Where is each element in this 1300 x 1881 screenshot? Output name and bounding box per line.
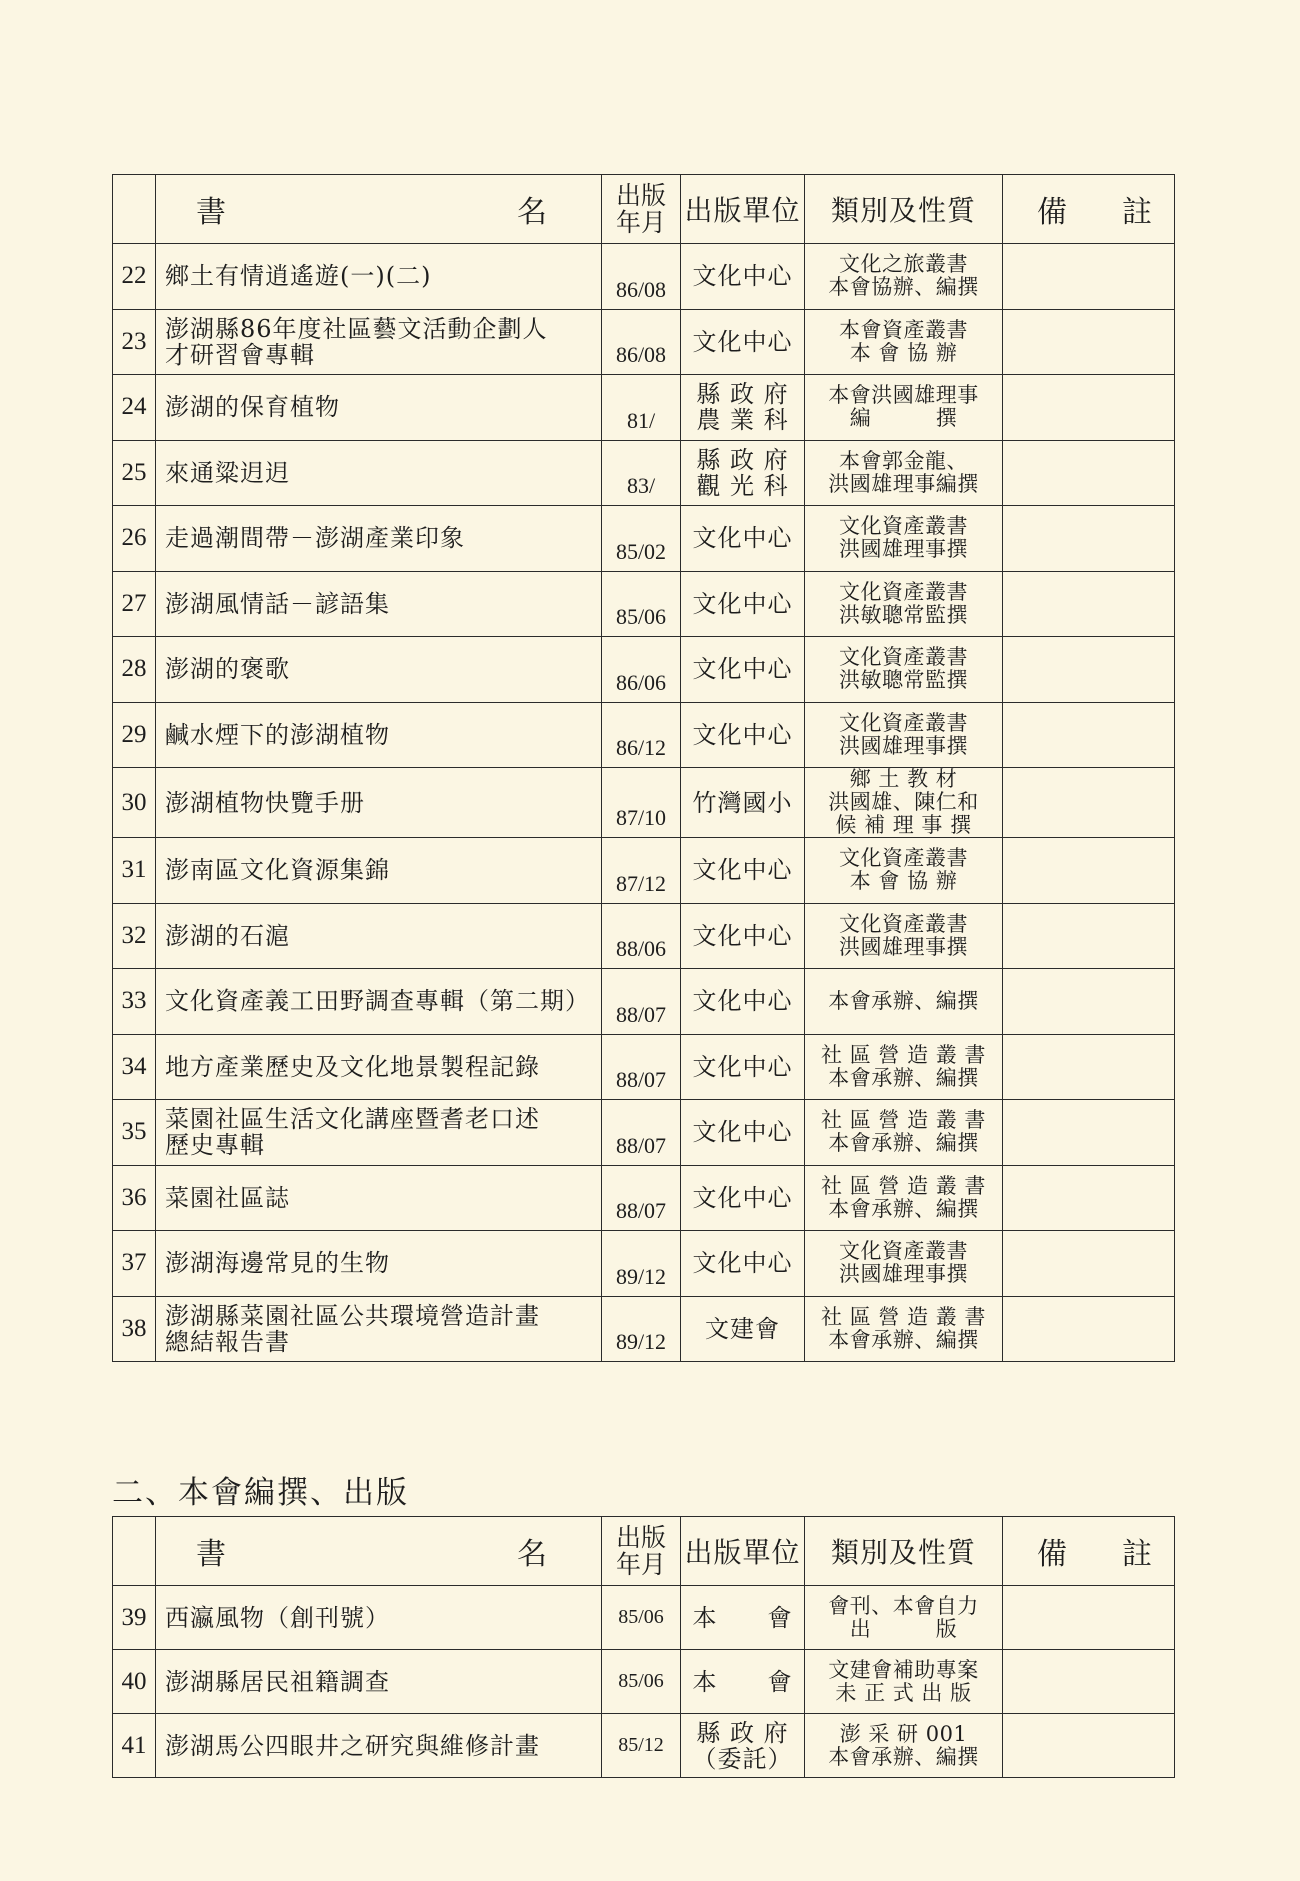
entry-remarks xyxy=(1003,637,1175,703)
entry-publisher-line: 文化中心 xyxy=(692,720,793,749)
entry-publisher-line: 文建會 xyxy=(705,1314,780,1343)
entry-title xyxy=(156,903,602,969)
entry-date: 85/12 xyxy=(602,1714,681,1778)
header-date xyxy=(602,1517,681,1586)
entry-title xyxy=(156,375,602,441)
entry-remarks xyxy=(1003,768,1175,838)
entry-publisher xyxy=(681,702,805,768)
table-row xyxy=(113,506,1175,572)
entry-category-line: 候 補 理 事 撰 xyxy=(835,813,972,837)
entry-date: 85/06 xyxy=(602,1650,681,1714)
entry-remarks xyxy=(1003,244,1175,310)
entry-category-line: 文化資產叢書 xyxy=(839,1239,968,1264)
entry-publisher xyxy=(681,1034,805,1100)
entry-category xyxy=(805,838,1003,904)
entry-publisher-line: 縣 政 府 xyxy=(696,380,789,409)
entry-publisher xyxy=(681,244,805,310)
entry-category xyxy=(805,903,1003,969)
entry-publisher-line: 文化中心 xyxy=(692,1052,793,1081)
entry-title xyxy=(156,309,602,375)
table-row xyxy=(113,969,1175,1035)
entry-category-line: 本 會 協 辦 xyxy=(849,869,958,894)
entry-remarks xyxy=(1003,571,1175,637)
entry-publisher xyxy=(681,1650,805,1714)
entry-category-line: 本會協辦、編撰 xyxy=(828,275,979,300)
entry-category xyxy=(805,1034,1003,1100)
entry-remarks xyxy=(1003,1714,1175,1778)
entry-number: 23 xyxy=(113,309,156,375)
entry-number: 25 xyxy=(113,440,156,506)
table-row xyxy=(113,1714,1175,1778)
entry-number: 37 xyxy=(113,1231,156,1297)
entry-category xyxy=(805,1165,1003,1231)
entry-category-line: 本會承辦、編撰 xyxy=(828,1744,979,1769)
entry-category-line: 洪國雄理事撰 xyxy=(839,733,968,758)
table-row xyxy=(113,637,1175,703)
entry-category-line: 社 區 營 造 叢 書 xyxy=(821,1304,986,1329)
entry-date: 89/12 xyxy=(602,1231,681,1297)
entry-title-line: 菜園社區誌 xyxy=(165,1183,290,1212)
header-title xyxy=(156,1517,602,1586)
entry-title-line: 澎南區文化資源集錦 xyxy=(165,856,390,885)
entry-number: 28 xyxy=(113,637,156,703)
table-2-body xyxy=(113,1586,1175,1778)
entry-remarks xyxy=(1003,1296,1175,1362)
entry-remarks xyxy=(1003,440,1175,506)
entry-publisher xyxy=(681,969,805,1035)
header-date-line-2: 年月 xyxy=(615,208,666,237)
entry-category-line: 洪國雄、陳仁和 xyxy=(828,790,979,814)
entry-title xyxy=(156,637,602,703)
header-publisher: 出版單位 xyxy=(681,175,805,244)
entry-category-line: 洪國雄理事編撰 xyxy=(828,471,979,496)
entry-title xyxy=(156,571,602,637)
entry-date: 86/08 xyxy=(602,309,681,375)
entry-title xyxy=(156,440,602,506)
entry-remarks xyxy=(1003,1231,1175,1297)
publication-table-1 xyxy=(112,174,1175,1362)
entry-category-line: 本會承辦、編撰 xyxy=(828,1065,979,1090)
entry-number: 39 xyxy=(113,1586,156,1650)
entry-date: 86/08 xyxy=(602,244,681,310)
header-date-line-2: 年月 xyxy=(615,1550,666,1579)
entry-publisher-line: 文化中心 xyxy=(692,921,793,950)
header-category: 類別及性質 xyxy=(805,175,1003,244)
entry-category xyxy=(805,571,1003,637)
entry-title-line: 澎湖的保育植物 xyxy=(165,393,340,422)
entry-number: 29 xyxy=(113,702,156,768)
entry-category xyxy=(805,440,1003,506)
entry-publisher-line: （委託） xyxy=(692,1744,793,1773)
table-row xyxy=(113,244,1175,310)
header-category: 類別及性質 xyxy=(805,1517,1003,1586)
entry-remarks xyxy=(1003,1034,1175,1100)
table-row xyxy=(113,838,1175,904)
entry-title xyxy=(156,1586,602,1650)
entry-category-line: 文化資產叢書 xyxy=(839,911,968,936)
entry-title-line: 澎湖植物快覽手册 xyxy=(165,788,365,817)
entry-title xyxy=(156,969,602,1035)
entry-title-line: 鹹水煙下的澎湖植物 xyxy=(165,720,390,749)
entry-number: 41 xyxy=(113,1714,156,1778)
entry-publisher xyxy=(681,1100,805,1166)
entry-publisher-line: 文化中心 xyxy=(692,327,793,356)
entry-title xyxy=(156,1034,602,1100)
entry-category-line: 文建會補助專案 xyxy=(828,1657,979,1682)
entry-category-line: 文化之旅叢書 xyxy=(839,252,968,277)
header-title-char-2: 名 xyxy=(517,195,547,230)
entry-title xyxy=(156,1231,602,1297)
entry-category xyxy=(805,702,1003,768)
entry-date: 88/07 xyxy=(602,1100,681,1166)
entry-date: 86/06 xyxy=(602,637,681,703)
entry-remarks xyxy=(1003,1650,1175,1714)
entry-number: 26 xyxy=(113,506,156,572)
entry-date: 86/12 xyxy=(602,702,681,768)
entry-title xyxy=(156,1165,602,1231)
entry-publisher xyxy=(681,1586,805,1650)
table-header-row xyxy=(113,175,1175,244)
entry-remarks xyxy=(1003,838,1175,904)
entry-publisher xyxy=(681,1165,805,1231)
entry-publisher xyxy=(681,1714,805,1778)
header-number xyxy=(113,175,156,244)
entry-remarks xyxy=(1003,1165,1175,1231)
table-row xyxy=(113,1165,1175,1231)
entry-category-line: 本會承辦、編撰 xyxy=(828,988,979,1013)
entry-publisher xyxy=(681,1231,805,1297)
entry-publisher xyxy=(681,309,805,375)
entry-title-line: 澎湖的石滬 xyxy=(165,921,290,950)
header-title-char-1: 書 xyxy=(196,1537,226,1572)
entry-category-line: 文化資產叢書 xyxy=(839,846,968,871)
entry-date: 85/02 xyxy=(602,506,681,572)
header-title-char-1: 書 xyxy=(196,195,226,230)
entry-title-line: 來通粱迌迌 xyxy=(165,458,290,487)
entry-title-line: 澎湖馬公四眼井之研究與維修計畫 xyxy=(165,1731,540,1760)
table-row xyxy=(113,440,1175,506)
entry-date: 89/12 xyxy=(602,1296,681,1362)
entry-date: 83/ xyxy=(602,440,681,506)
entry-category-line: 洪國雄理事撰 xyxy=(839,1262,968,1287)
entry-publisher-line: 文化中心 xyxy=(692,589,793,618)
header-remarks-char-1: 備 xyxy=(1037,195,1067,230)
entry-publisher xyxy=(681,440,805,506)
entry-title-line: 地方產業歷史及文化地景製程記錄 xyxy=(165,1052,540,1081)
header-title xyxy=(156,175,602,244)
entry-category xyxy=(805,1650,1003,1714)
entry-category-line: 會刊、本會自力 xyxy=(828,1593,979,1618)
entry-number: 30 xyxy=(113,768,156,838)
entry-title-line: 菜園社區生活文化講座暨耆老口述 xyxy=(165,1105,540,1134)
header-publisher: 出版單位 xyxy=(681,1517,805,1586)
entry-publisher-line: 文化中心 xyxy=(692,262,793,291)
entry-category xyxy=(805,969,1003,1035)
entry-title-line: 西瀛風物（創刊號） xyxy=(165,1603,390,1632)
table-row xyxy=(113,903,1175,969)
entry-publisher-line: 竹灣國小 xyxy=(692,788,793,817)
entry-title-line: 文化資產義工田野調查專輯（第二期） xyxy=(165,987,590,1016)
entry-publisher-line: 文化中心 xyxy=(692,524,793,553)
entry-category xyxy=(805,1714,1003,1778)
entry-publisher xyxy=(681,1296,805,1362)
entry-category-line: 本會洪國雄理事 xyxy=(828,383,979,408)
entry-title-line: 走過潮間帶－澎湖產業印象 xyxy=(165,524,465,553)
entry-publisher xyxy=(681,375,805,441)
entry-number: 22 xyxy=(113,244,156,310)
entry-date: 87/12 xyxy=(602,838,681,904)
entry-category-line: 本會郭金龍、 xyxy=(839,448,968,473)
entry-date: 81/ xyxy=(602,375,681,441)
entry-category xyxy=(805,1296,1003,1362)
entry-publisher-line: 文化中心 xyxy=(692,1249,793,1278)
entry-title-line: 澎湖的褒歌 xyxy=(165,655,290,684)
entry-number: 31 xyxy=(113,838,156,904)
entry-title-line: 澎湖海邊常見的生物 xyxy=(165,1249,390,1278)
entry-title xyxy=(156,1100,602,1166)
entry-category-line: 洪國雄理事撰 xyxy=(839,537,968,562)
table-row xyxy=(113,1100,1175,1166)
entry-publisher-line: 文化中心 xyxy=(692,1183,793,1212)
entry-category xyxy=(805,768,1003,838)
entry-title xyxy=(156,702,602,768)
entry-title xyxy=(156,1296,602,1362)
entry-category-line: 編 撰 xyxy=(849,406,958,431)
table-row xyxy=(113,768,1175,838)
header-date-line-1: 出版 xyxy=(615,1523,666,1552)
entry-publisher-line: 文化中心 xyxy=(692,856,793,885)
entry-number: 32 xyxy=(113,903,156,969)
entry-publisher xyxy=(681,768,805,838)
header-remarks-char-2: 註 xyxy=(1122,1537,1152,1572)
table-row xyxy=(113,309,1175,375)
table-row xyxy=(113,375,1175,441)
header-remarks-char-1: 備 xyxy=(1037,1537,1067,1572)
entry-category-line: 本會承辦、編撰 xyxy=(828,1327,979,1352)
entry-category-line: 社 區 營 造 叢 書 xyxy=(821,1042,986,1067)
entry-title-line: 總結報告書 xyxy=(165,1327,290,1356)
entry-publisher-line: 觀 光 科 xyxy=(696,471,789,500)
entry-category xyxy=(805,506,1003,572)
entry-title-line: 澎湖風情話－諺語集 xyxy=(165,589,390,618)
entry-remarks xyxy=(1003,506,1175,572)
entry-number: 40 xyxy=(113,1650,156,1714)
entry-publisher xyxy=(681,506,805,572)
entry-title-line: 澎湖縣86年度社區藝文活動企劃人 xyxy=(165,314,548,343)
entry-title xyxy=(156,1650,602,1714)
entry-remarks xyxy=(1003,309,1175,375)
entry-number: 34 xyxy=(113,1034,156,1100)
entry-publisher xyxy=(681,637,805,703)
table-row xyxy=(113,571,1175,637)
entry-publisher-line: 文化中心 xyxy=(692,1118,793,1147)
entry-category-line: 文化資產叢書 xyxy=(839,710,968,735)
entry-category-line: 文化資產叢書 xyxy=(839,514,968,539)
entry-number: 33 xyxy=(113,969,156,1035)
entry-title xyxy=(156,768,602,838)
entry-date: 85/06 xyxy=(602,1586,681,1650)
entry-publisher-line: 本 會 xyxy=(692,1667,793,1696)
entry-category-line: 本 會 協 辦 xyxy=(849,340,958,365)
entry-number: 24 xyxy=(113,375,156,441)
entry-category-line: 本會承辦、編撰 xyxy=(828,1196,979,1221)
entry-publisher-line: 農 業 科 xyxy=(696,406,789,435)
entry-number: 35 xyxy=(113,1100,156,1166)
entry-publisher xyxy=(681,571,805,637)
entry-category-line: 洪國雄理事撰 xyxy=(839,934,968,959)
entry-title-line: 才研習會專輯 xyxy=(165,340,315,369)
entry-title xyxy=(156,506,602,572)
table-row xyxy=(113,1586,1175,1650)
entry-number: 36 xyxy=(113,1165,156,1231)
entry-title-line: 澎湖縣居民祖籍調查 xyxy=(165,1667,390,1696)
publication-table-2 xyxy=(112,1516,1175,1778)
table-row xyxy=(113,702,1175,768)
entry-remarks xyxy=(1003,1586,1175,1650)
entry-publisher-line: 本 會 xyxy=(692,1603,793,1632)
table-row xyxy=(113,1296,1175,1362)
entry-number: 27 xyxy=(113,571,156,637)
table-row xyxy=(113,1231,1175,1297)
entry-category xyxy=(805,637,1003,703)
entry-remarks xyxy=(1003,1100,1175,1166)
header-date xyxy=(602,175,681,244)
entry-title-line: 澎湖縣菜園社區公共環境營造計畫 xyxy=(165,1301,540,1330)
table-row xyxy=(113,1650,1175,1714)
entry-date: 85/06 xyxy=(602,571,681,637)
entry-category-line: 社 區 營 造 叢 書 xyxy=(821,1173,986,1198)
entry-category xyxy=(805,309,1003,375)
entry-category-line: 社 區 營 造 叢 書 xyxy=(821,1108,986,1133)
header-date-line-1: 出版 xyxy=(615,181,666,210)
entry-category-line: 出 版 xyxy=(849,1616,958,1641)
entry-category-line: 澎 采 研 001 xyxy=(839,1721,968,1746)
entry-category-line: 文化資產叢書 xyxy=(839,645,968,670)
entry-category xyxy=(805,1100,1003,1166)
entry-category-line: 本會資產叢書 xyxy=(839,317,968,342)
entry-number: 38 xyxy=(113,1296,156,1362)
entry-date: 88/07 xyxy=(602,969,681,1035)
entry-date: 88/06 xyxy=(602,903,681,969)
entry-category-line: 鄉 土 教 材 xyxy=(849,767,958,791)
entry-publisher xyxy=(681,903,805,969)
header-title-char-2: 名 xyxy=(517,1537,547,1572)
entry-date: 87/10 xyxy=(602,768,681,838)
header-remarks xyxy=(1003,1517,1175,1586)
entry-date: 88/07 xyxy=(602,1165,681,1231)
header-remarks xyxy=(1003,175,1175,244)
entry-category xyxy=(805,1586,1003,1650)
table-row xyxy=(113,1034,1175,1100)
section-2-heading: 二、本會編撰、出版 xyxy=(112,1475,409,1511)
header-remarks-char-2: 註 xyxy=(1122,195,1152,230)
entry-remarks xyxy=(1003,969,1175,1035)
entry-title-line: 鄉土有情逍遙遊(一)(二) xyxy=(165,262,432,291)
table-header-row xyxy=(113,1517,1175,1586)
entry-publisher-line: 文化中心 xyxy=(692,987,793,1016)
entry-category-line: 洪敏聰常監撰 xyxy=(839,602,968,627)
entry-publisher-line: 縣 政 府 xyxy=(696,1718,789,1747)
table-1-body xyxy=(113,244,1175,1362)
entry-category xyxy=(805,244,1003,310)
entry-category xyxy=(805,375,1003,441)
entry-title xyxy=(156,1714,602,1778)
entry-category xyxy=(805,1231,1003,1297)
entry-category-line: 本會承辦、編撰 xyxy=(828,1131,979,1156)
entry-date: 88/07 xyxy=(602,1034,681,1100)
entry-remarks xyxy=(1003,375,1175,441)
entry-publisher-line: 文化中心 xyxy=(692,655,793,684)
entry-publisher-line: 縣 政 府 xyxy=(696,445,789,474)
entry-title xyxy=(156,838,602,904)
entry-category-line: 未 正 式 出 版 xyxy=(835,1680,972,1705)
entry-title xyxy=(156,244,602,310)
entry-remarks xyxy=(1003,702,1175,768)
header-number xyxy=(113,1517,156,1586)
entry-title-line: 歷史專輯 xyxy=(165,1131,265,1160)
entry-remarks xyxy=(1003,903,1175,969)
entry-category-line: 洪敏聰常監撰 xyxy=(839,668,968,693)
entry-category-line: 文化資產叢書 xyxy=(839,579,968,604)
entry-publisher xyxy=(681,838,805,904)
